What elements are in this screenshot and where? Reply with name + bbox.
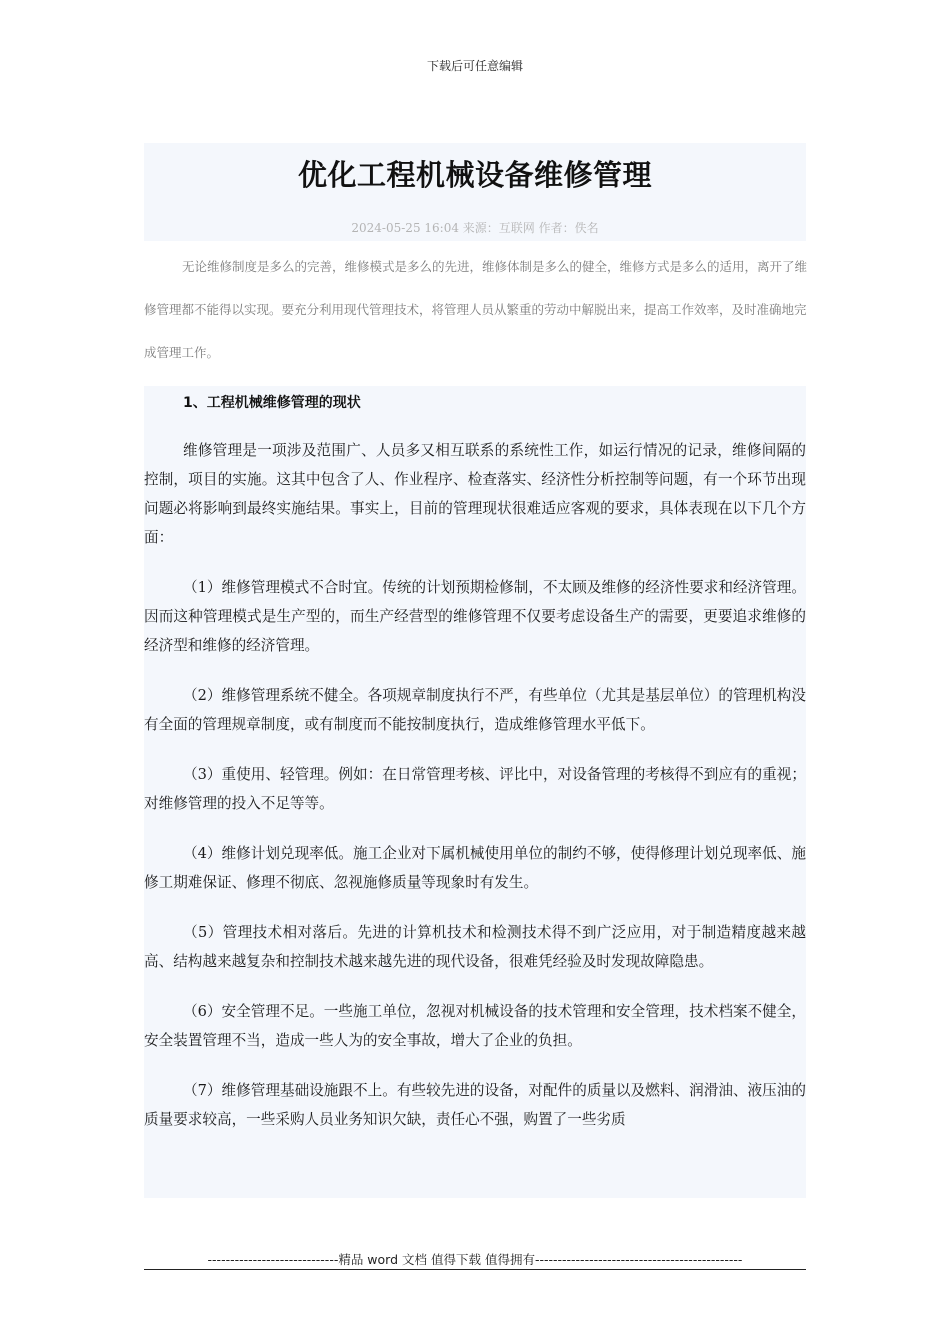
footer-banner: -----------------------------精品 word 文档 值得下载 值得拥有----------------------------------------------	[207, 1252, 743, 1267]
footer-divider	[144, 1269, 806, 1270]
download-note: 下载后可任意编辑	[426, 59, 523, 73]
body-paragraph: （5）管理技术相对落后。先进的计算机技术和检测技术得不到广泛应用，对于制造精度越来越高、结构越来越复杂和控制技术越来越先进的现代设备，很难凭经验及时发现故障隐患。	[144, 924, 806, 970]
body-paragraph: 维修管理是一项涉及范围广、人员多又相互联系的系统性工作，如运行情况的记录，维修间隔的控制，项目的实施。这其中包含了人、作业程序、检查落实、经济性分析控制等问题，有一个环节出现问题必将影响到最终实施结果。事实上，目前的管理现状很难适应客观的要求，具体表现在以下几个方面：	[144, 442, 806, 546]
body-paragraph: （6）安全管理不足。一些施工单位，忽视对机械设备的技术管理和安全管理，技术档案不健全，安全装置管理不当，造成一些人为的安全事故，增大了企业的负担。	[144, 1003, 806, 1049]
body-paragraph: （1）维修管理模式不合时宜。传统的计划预期检修制，不太顾及维修的经济性要求和经济管理。因而这种管理模式是生产型的，而生产经营型的维修管理不仅要考虑设备生产的需要，更要追求维修的经济型和维修的经济管理。	[144, 579, 806, 654]
article-body	[144, 436, 806, 1155]
body-paragraph: （2）维修管理系统不健全。各项规章制度执行不严，有些单位（尤其是基层单位）的管理机构没有全面的管理规章制度，或有制度而不能按制度执行，造成维修管理水平低下。	[144, 687, 806, 733]
body-paragraph: （4）维修计划兑现率低。施工企业对下属机械使用单位的制约不够，使得修理计划兑现率低、施修工期难保证、修理不彻底、忽视施修质量等现象时有发生。	[144, 845, 806, 891]
article-meta: 2024-05-25 16:04 来源：互联网 作者：佚名	[351, 221, 599, 235]
body-paragraph: （3）重使用、轻管理。例如：在日常管理考核、评比中，对设备管理的考核得不到应有的重视；对维修管理的投入不足等等。	[144, 766, 806, 812]
article-intro	[144, 245, 814, 374]
intro-paragraph: 无论维修制度是多么的完善，维修模式是多么的先进，维修体制是多么的健全，维修方式是多么的适用，离开了维修管理都不能得以实现。要充分利用现代管理技术，将管理人员从繁重的劳动中解脱出来，提高工作效率，及时准确地完成管理工作。	[144, 259, 808, 360]
section-heading: 1、工程机械维修管理的现状	[183, 395, 361, 411]
body-paragraph: （7）维修管理基础设施跟不上。有些较先进的设备，对配件的质量以及燃料、润滑油、液压油的质量要求较高，一些采购人员业务知识欠缺，责任心不强，购置了一些劣质	[144, 1082, 806, 1128]
article-title: 优化工程机械设备维修管理	[297, 158, 652, 192]
